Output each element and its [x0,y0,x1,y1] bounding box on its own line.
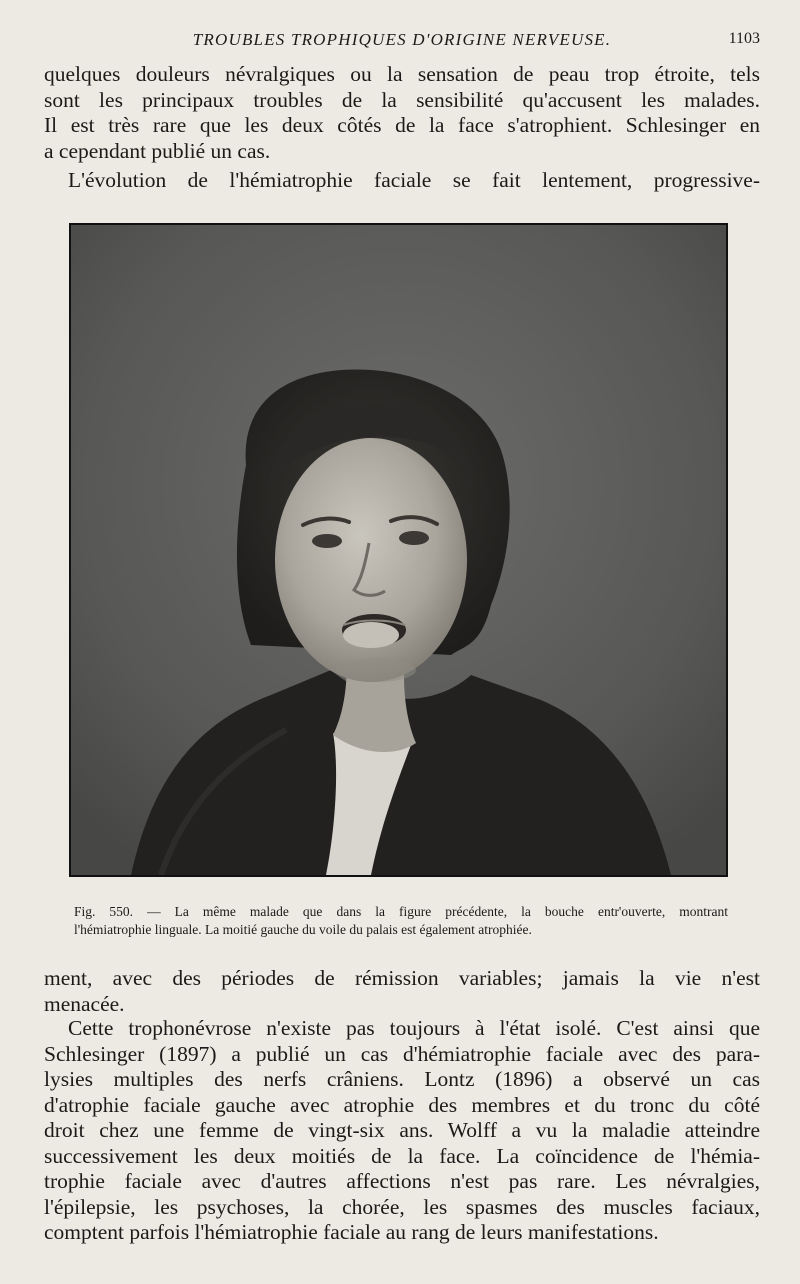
paragraph-top-1 [44,62,760,164]
text-line: d'atrophie faciale gauche avec atrophie des membres et du tronc du côté [44,1092,760,1117]
caption-line: l'hémiatrophie linguale. La moitié gauche du voile du palais est également atrophiée. [74,922,532,937]
paragraph-bottom-2 [44,1016,760,1246]
text-line: comptent parfois l'hémiatrophie faciale au rang de leurs manifestations. [44,1220,659,1244]
text-line: menacée. [44,991,125,1016]
caption-line: Fig. 550. — La même malade que dans la figure précédente, la bouche entr'ouverte, montrant [74,904,728,919]
text-line: droit chez une femme de vingt-six ans. Wolff a vu la maladie atteindre [44,1118,760,1142]
text-line: a cependant publié un cas. [44,138,271,163]
figure-caption [74,903,728,939]
page-number: 1103 [728,30,760,47]
paragraph-top-2 [44,168,760,194]
portrait-photo-illustration [71,225,726,875]
text-line: Cette trophonévrose n'existe pas toujours à l'état isolé. C'est ainsi que [68,1016,760,1040]
text-line: sont les principaux troubles de la sensibilité qu'accusent les malades. [44,87,760,112]
running-head [44,30,760,54]
portrait-photograph [69,223,728,877]
paragraph-bottom-1 [44,966,760,1017]
text-line: Il est très rare que les deux côtés de la face s'atrophient. Schlesinger en [44,113,760,137]
running-title: TROUBLES TROPHIQUES D'ORIGINE NERVEUSE. [192,30,612,49]
text-line: lysies multiples des nerfs crâniens. Lontz (1896) a observé un cas [44,1067,760,1091]
text-line: L'évolution de l'hémiatrophie faciale se fait lentement, progressive- [68,168,760,192]
text-line: successivement les deux moitiés de la face. La coïncidence de l'hémia- [44,1143,760,1168]
text-line: Schlesinger (1897) a publié un cas d'hémiatrophie faciale avec des para- [44,1041,760,1066]
text-line: l'épilepsie, les psychoses, la chorée, les spasmes des muscles faciaux, [44,1194,760,1219]
text-line: ment, avec des périodes de rémission variables; jamais la vie n'est [44,966,760,990]
text-line: trophie faciale avec d'autres affections n'est pas rare. Les névralgies, [44,1169,760,1193]
text-line: quelques douleurs névralgiques ou la sensation de peau trop étroite, tels [44,62,760,86]
